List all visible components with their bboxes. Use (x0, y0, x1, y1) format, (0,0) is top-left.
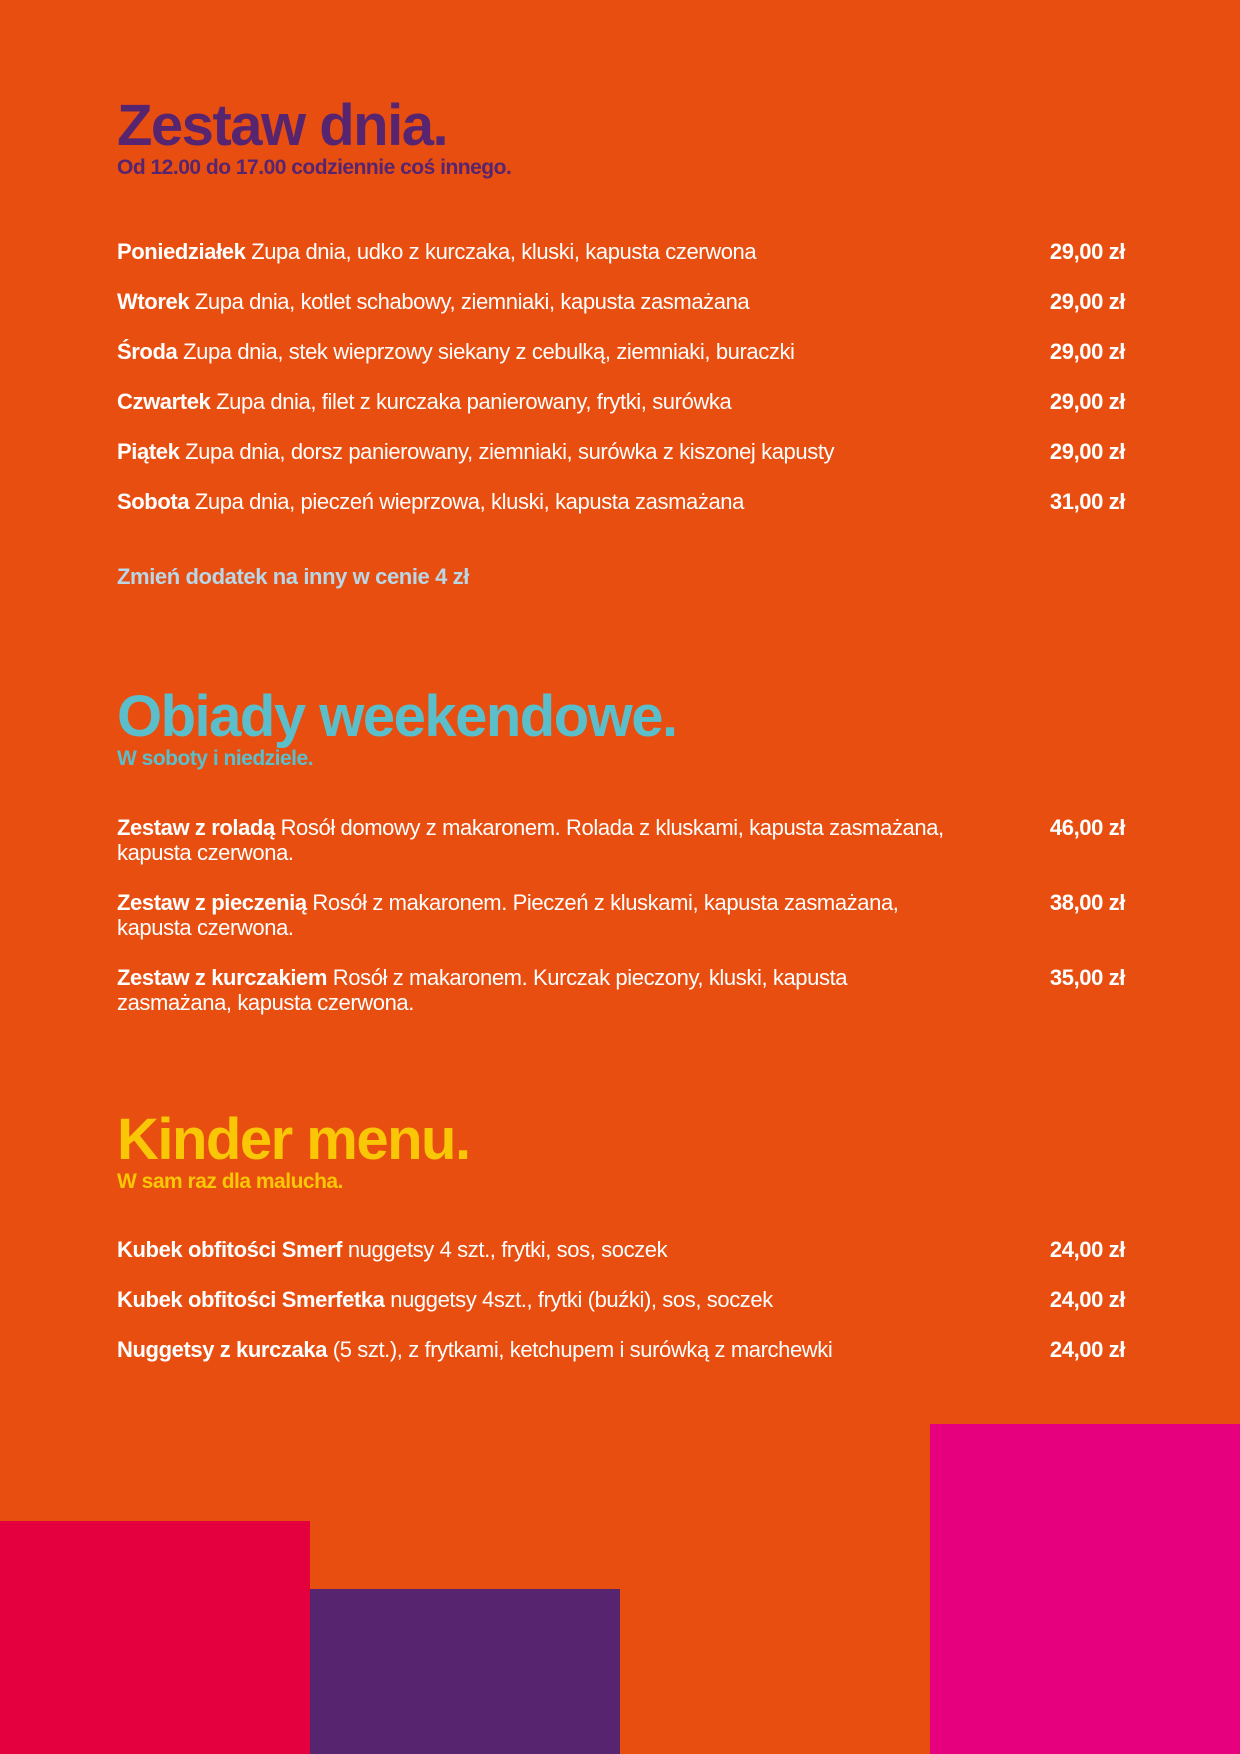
menu-item-sroda (117, 339, 1125, 364)
item-name: Nuggetsy z kurczaka (117, 1337, 328, 1362)
item-name: Środa (117, 339, 178, 364)
item-name: Poniedziałek (117, 239, 246, 264)
menu-item-czwartek (117, 389, 1125, 414)
item-description: Zupa dnia, filet z kurczaka panierowany, frytki, surówka (216, 389, 732, 414)
item-description: (5 szt.), z frytkami, ketchupem i surówką z marchewki (332, 1337, 833, 1362)
section-subtitle: Od 12.00 do 17.00 codziennie coś innego. (117, 156, 512, 179)
menu-item-wtorek (117, 289, 1125, 314)
decorative-magenta-block (930, 1424, 1240, 1754)
item-price: 24,00 zł (1049, 1287, 1125, 1312)
item-name: Czwartek (117, 389, 211, 414)
item-description: nuggetsy 4 szt., frytki, sos, soczek (347, 1237, 668, 1262)
menu-item-kubek-smerfetka (117, 1287, 1125, 1312)
menu-item-zestaw-z-pieczenia (117, 890, 1125, 940)
item-name: Wtorek (117, 289, 190, 314)
item-description: Rosół z makaronem. Pieczeń z kluskami, kapusta zasmażana, kapusta czerwona. (117, 890, 899, 940)
side-change-note: Zmień dodatek na inny w cenie 4 zł (117, 564, 469, 589)
item-description: Zupa dnia, udko z kurczaka, kluski, kapusta czerwona (251, 239, 757, 264)
section-zestaw-dnia (117, 93, 1125, 596)
item-description: Zupa dnia, pieczeń wieprzowa, kluski, kapusta zasmażana (194, 489, 744, 514)
item-price: 29,00 zł (1049, 389, 1125, 414)
item-price: 31,00 zł (1049, 489, 1125, 514)
section-subtitle: W sam raz dla malucha. (117, 1170, 343, 1193)
menu-item-nuggetsy (117, 1337, 1125, 1362)
item-name: Zestaw z kurczakiem (117, 965, 328, 990)
item-name: Zestaw z roladą (117, 815, 275, 840)
decorative-purple-block (310, 1589, 620, 1754)
menu-item-sobota (117, 489, 1125, 514)
section-title: Obiady weekendowe. (117, 684, 677, 749)
item-price: 29,00 zł (1049, 439, 1125, 464)
menu-item-zestaw-z-rolada (117, 815, 1125, 865)
item-description: Rosół z makaronem. Kurczak pieczony, kluski, kapusta zasmażana, kapusta czerwona. (117, 965, 848, 1015)
item-description: nuggetsy 4szt., frytki (buźki), sos, soczek (390, 1287, 773, 1312)
item-name: Kubek obfitości Smerf (117, 1237, 343, 1262)
menu-item-kubek-smerf (117, 1237, 1125, 1262)
item-price: 46,00 zł (1049, 815, 1125, 840)
section-title: Kinder menu. (117, 1107, 470, 1172)
item-description: Rosół domowy z makaronem. Rolada z kluskami, kapusta zasmażana, kapusta czerwona. (117, 815, 944, 865)
item-name: Piątek (117, 439, 180, 464)
item-description: Zupa dnia, kotlet schabowy, ziemniaki, kapusta zasmażana (194, 289, 750, 314)
item-price: 24,00 zł (1049, 1337, 1125, 1362)
menu-item-piatek (117, 439, 1125, 464)
item-description: Zupa dnia, dorsz panierowany, ziemniaki, surówka z kiszonej kapusty (185, 439, 835, 464)
section-subtitle: W soboty i niedziele. (117, 747, 314, 770)
decorative-red-block (0, 1521, 310, 1754)
section-kinder-menu (117, 1107, 1125, 1370)
menu-item-zestaw-z-kurczakiem (117, 965, 1125, 1015)
section-obiady-weekendowe (117, 684, 1125, 1027)
item-description: Zupa dnia, stek wieprzowy siekany z cebulką, ziemniaki, buraczki (183, 339, 795, 364)
item-price: 24,00 zł (1049, 1237, 1125, 1262)
item-name: Zestaw z pieczenią (117, 890, 307, 915)
item-price: 35,00 zł (1049, 965, 1125, 990)
item-price: 29,00 zł (1049, 339, 1125, 364)
menu-item-poniedzialek (117, 239, 1125, 264)
item-price: 29,00 zł (1049, 239, 1125, 264)
item-price: 29,00 zł (1049, 289, 1125, 314)
section-title: Zestaw dnia. (117, 93, 448, 158)
item-price: 38,00 zł (1049, 890, 1125, 915)
item-name: Sobota (117, 489, 190, 514)
item-name: Kubek obfitości Smerfetka (117, 1287, 385, 1312)
